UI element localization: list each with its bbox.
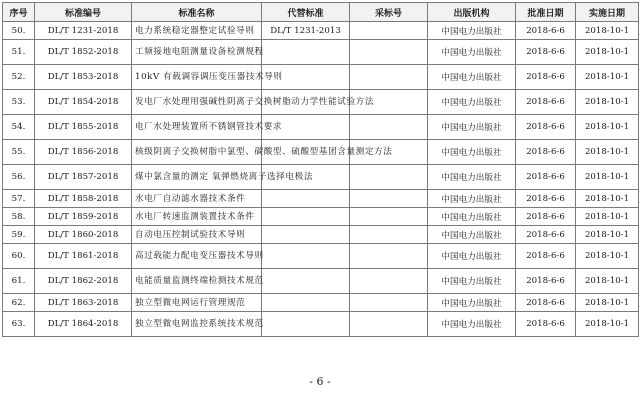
row-publisher: 中国电力出版社 (428, 244, 516, 269)
row-adopted-standard (350, 208, 428, 226)
row-index: 51. (3, 40, 35, 65)
table-header-row (3, 3, 639, 22)
row-adopted-standard (350, 312, 428, 337)
row-publisher: 中国电力出版社 (428, 22, 516, 40)
row-replaced-standard: DL/T 1231-2013 (262, 22, 350, 40)
row-effective-date: 2018-10-1 (576, 244, 639, 269)
row-adopted-standard (350, 65, 428, 90)
row-approval-date: 2018-6-6 (516, 226, 576, 244)
row-effective-date: 2018-10-1 (576, 294, 639, 312)
row-approval-date: 2018-6-6 (516, 65, 576, 90)
row-publisher: 中国电力出版社 (428, 190, 516, 208)
row-approval-date: 2018-6-6 (516, 208, 576, 226)
table-row (3, 140, 639, 165)
table-row (3, 22, 639, 40)
table-row (3, 115, 639, 140)
row-publisher: 中国电力出版社 (428, 165, 516, 190)
row-publisher: 中国电力出版社 (428, 312, 516, 337)
row-replaced-standard (262, 244, 350, 269)
table-row (3, 244, 639, 269)
header-standard-name: 标准名称 (132, 3, 262, 22)
table-row (3, 165, 639, 190)
row-adopted-standard (350, 190, 428, 208)
row-effective-date: 2018-10-1 (576, 312, 639, 337)
row-publisher: 中国电力出版社 (428, 90, 516, 115)
row-standard-name: 电能质量监测终端检测技术规范 (132, 269, 262, 294)
row-index: 60. (3, 244, 35, 269)
row-standard-code: DL/T 1862-2018 (35, 269, 132, 294)
row-standard-name: 独立型微电网运行管理规范 (132, 294, 262, 312)
row-effective-date: 2018-10-1 (576, 165, 639, 190)
table-row (3, 312, 639, 337)
row-standard-name: 工频接地电阻测量设备检测规程 (132, 40, 262, 65)
table-row (3, 269, 639, 294)
row-standard-code: DL/T 1231-2018 (35, 22, 132, 40)
table-row (3, 90, 639, 115)
row-replaced-standard (262, 190, 350, 208)
row-index: 62. (3, 294, 35, 312)
row-effective-date: 2018-10-1 (576, 208, 639, 226)
table-row (3, 65, 639, 90)
header-replaced-standard: 代替标准 (262, 3, 350, 22)
header-effective-date: 实施日期 (576, 3, 639, 22)
table-row (3, 294, 639, 312)
row-approval-date: 2018-6-6 (516, 115, 576, 140)
row-standard-code: DL/T 1855-2018 (35, 115, 132, 140)
row-approval-date: 2018-6-6 (516, 90, 576, 115)
row-adopted-standard (350, 244, 428, 269)
row-replaced-standard (262, 208, 350, 226)
row-index: 63. (3, 312, 35, 337)
row-standard-name: 水电厂转速监测装置技术条件 (132, 208, 262, 226)
row-standard-code: DL/T 1856-2018 (35, 140, 132, 165)
row-publisher: 中国电力出版社 (428, 115, 516, 140)
row-publisher: 中国电力出版社 (428, 208, 516, 226)
row-publisher: 中国电力出版社 (428, 294, 516, 312)
header-approval-date: 批准日期 (516, 3, 576, 22)
row-approval-date: 2018-6-6 (516, 140, 576, 165)
row-approval-date: 2018-6-6 (516, 294, 576, 312)
row-standard-code: DL/T 1853-2018 (35, 65, 132, 90)
row-adopted-standard (350, 40, 428, 65)
row-standard-code: DL/T 1859-2018 (35, 208, 132, 226)
row-adopted-standard (350, 226, 428, 244)
row-standard-name: 电力系统稳定器整定试验导则 (132, 22, 262, 40)
row-approval-date: 2018-6-6 (516, 244, 576, 269)
page-number: - 6 - (309, 375, 331, 388)
row-effective-date: 2018-10-1 (576, 22, 639, 40)
header-adopted-standard: 采标号 (350, 3, 428, 22)
row-replaced-standard (262, 312, 350, 337)
row-effective-date: 2018-10-1 (576, 269, 639, 294)
row-index: 53. (3, 90, 35, 115)
row-effective-date: 2018-10-1 (576, 65, 639, 90)
row-standard-name: 水电厂自动滤水器技术条件 (132, 190, 262, 208)
row-standard-code: DL/T 1863-2018 (35, 294, 132, 312)
row-approval-date: 2018-6-6 (516, 165, 576, 190)
row-effective-date: 2018-10-1 (576, 140, 639, 165)
row-standard-code: DL/T 1854-2018 (35, 90, 132, 115)
row-publisher: 中国电力出版社 (428, 65, 516, 90)
row-index: 54. (3, 115, 35, 140)
row-replaced-standard (262, 226, 350, 244)
row-adopted-standard (350, 294, 428, 312)
row-standard-code: DL/T 1860-2018 (35, 226, 132, 244)
standards-table (2, 2, 639, 337)
table-row (3, 190, 639, 208)
row-index: 55. (3, 140, 35, 165)
row-standard-code: DL/T 1861-2018 (35, 244, 132, 269)
row-effective-date: 2018-10-1 (576, 90, 639, 115)
row-replaced-standard (262, 294, 350, 312)
row-index: 61. (3, 269, 35, 294)
row-approval-date: 2018-6-6 (516, 269, 576, 294)
row-approval-date: 2018-6-6 (516, 40, 576, 65)
row-index: 58. (3, 208, 35, 226)
row-adopted-standard (350, 22, 428, 40)
row-standard-name: 独立型微电网监控系统技术规范 (132, 312, 262, 337)
header-index: 序号 (3, 3, 35, 22)
row-approval-date: 2018-6-6 (516, 312, 576, 337)
row-index: 52. (3, 65, 35, 90)
row-adopted-standard (350, 115, 428, 140)
row-publisher: 中国电力出版社 (428, 226, 516, 244)
row-approval-date: 2018-6-6 (516, 22, 576, 40)
header-publisher: 出版机构 (428, 3, 516, 22)
row-replaced-standard (262, 269, 350, 294)
row-effective-date: 2018-10-1 (576, 115, 639, 140)
row-standard-code: DL/T 1852-2018 (35, 40, 132, 65)
row-standard-name: 电厂水处理装置所不锈钢管技术要求 (132, 115, 262, 140)
row-effective-date: 2018-10-1 (576, 226, 639, 244)
row-effective-date: 2018-10-1 (576, 190, 639, 208)
header-standard-code: 标准编号 (35, 3, 132, 22)
row-publisher: 中国电力出版社 (428, 40, 516, 65)
row-standard-code: DL/T 1858-2018 (35, 190, 132, 208)
row-standard-name: 10kV 有载调容调压变压器技术导则 (132, 65, 262, 90)
row-standard-name: 自动电压控制试验技术导则 (132, 226, 262, 244)
row-replaced-standard (262, 40, 350, 65)
table-row (3, 40, 639, 65)
row-standard-name: 发电厂水处理用强碱性阴离子交换树脂动力学性能试验方法 (132, 90, 262, 115)
row-index: 57. (3, 190, 35, 208)
row-adopted-standard (350, 269, 428, 294)
row-standard-name: 煤中氯含量的测定 氧弹燃烧离子选择电极法 (132, 165, 262, 190)
row-standard-name: 高过载能力配电变压器技术导则 (132, 244, 262, 269)
row-index: 50. (3, 22, 35, 40)
row-publisher: 中国电力出版社 (428, 140, 516, 165)
row-effective-date: 2018-10-1 (576, 40, 639, 65)
row-standard-code: DL/T 1857-2018 (35, 165, 132, 190)
row-standard-code: DL/T 1864-2018 (35, 312, 132, 337)
row-publisher: 中国电力出版社 (428, 269, 516, 294)
table-row (3, 226, 639, 244)
row-adopted-standard (350, 165, 428, 190)
row-approval-date: 2018-6-6 (516, 190, 576, 208)
row-index: 59. (3, 226, 35, 244)
table-row (3, 208, 639, 226)
row-index: 56. (3, 165, 35, 190)
row-standard-name: 核级阴离子交换树脂中氯型、碳酸型、硫酸型基团含量测定方法 (132, 140, 262, 165)
table-body (3, 22, 639, 337)
